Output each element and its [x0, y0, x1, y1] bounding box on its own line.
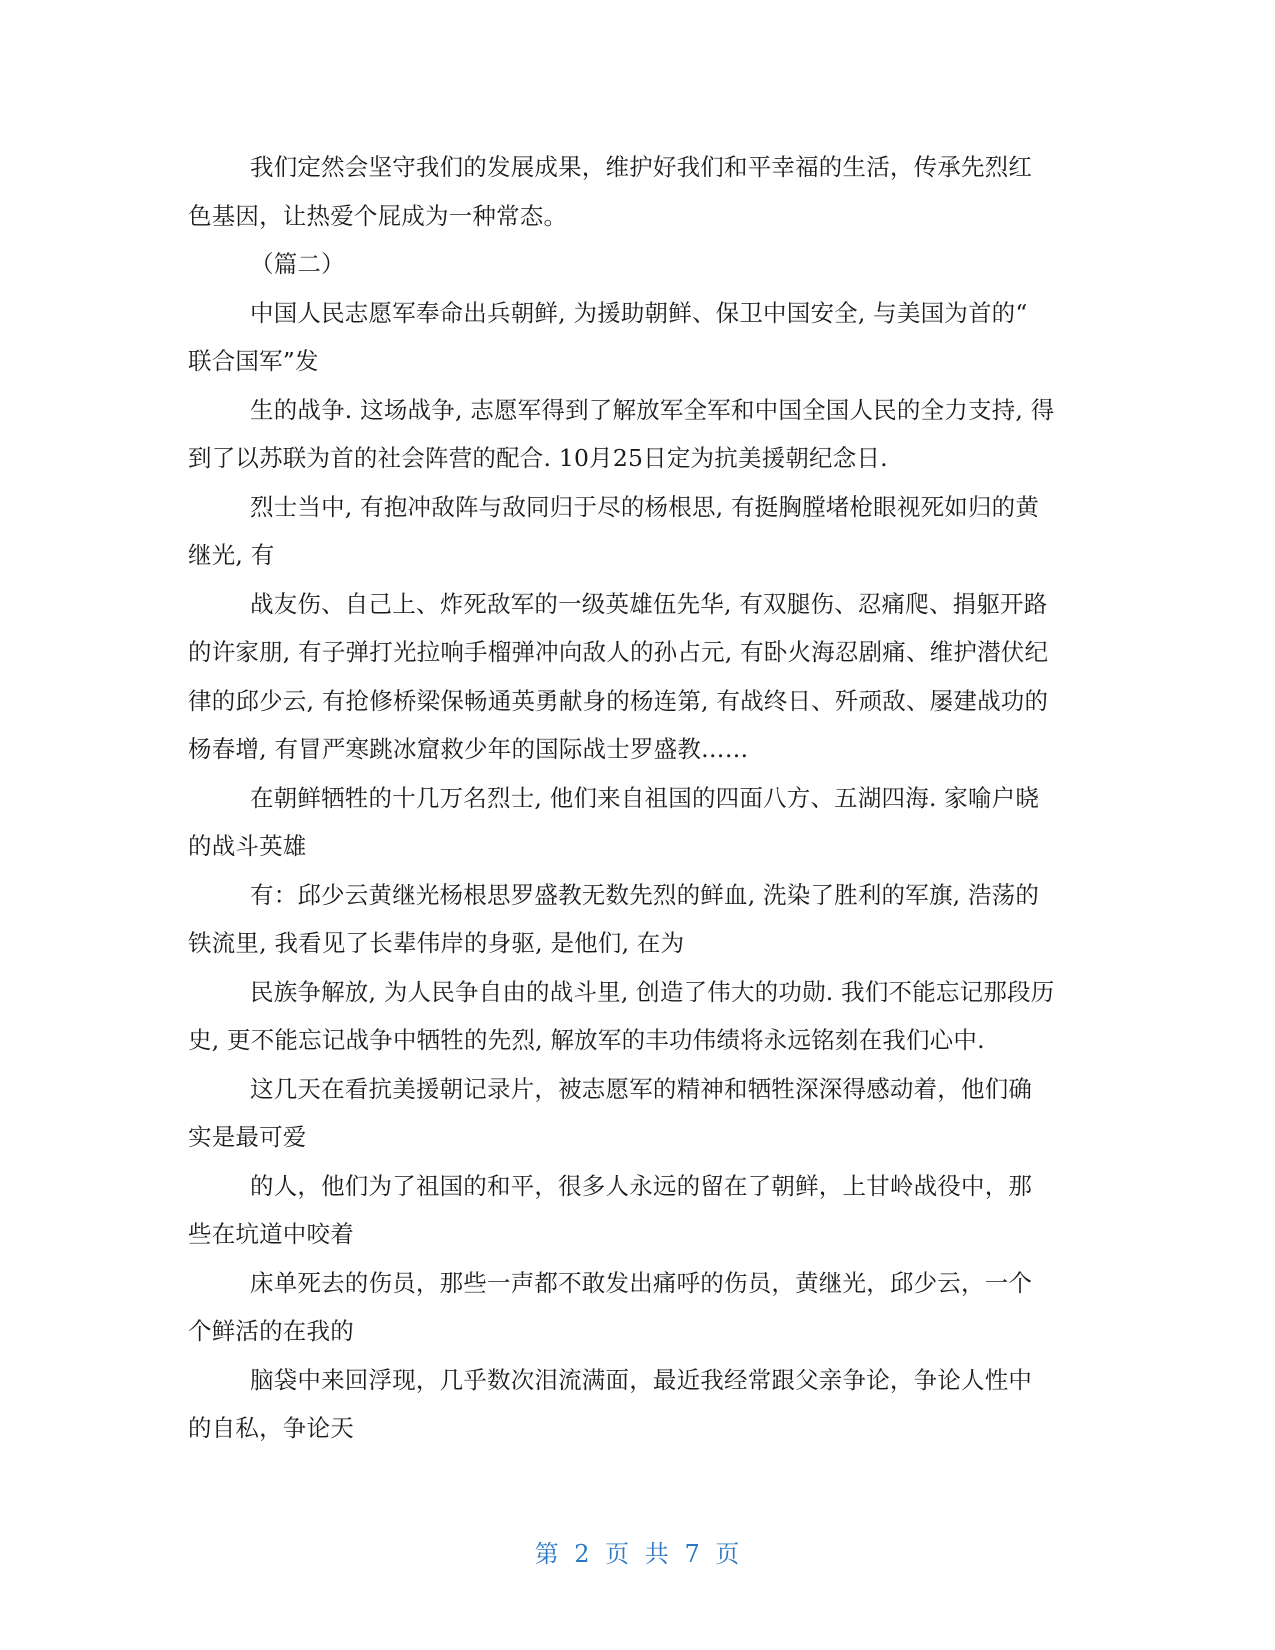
paragraph — [188, 289, 1088, 386]
paragraph — [188, 1356, 1088, 1453]
text-line: 律的邱少云, 有抢修桥梁保畅通英勇献身的杨连第, 有战终日、歼顽敌、屡建战功的 — [188, 686, 1049, 715]
text-line: 铁流里, 我看见了长辈伟岸的身驱, 是他们, 在为 — [188, 929, 685, 957]
text-line: （篇二） — [250, 250, 345, 278]
text-line: 生的战争. 这场战争, 志愿军得到了解放军全军和中国全国人民的全力支持, 得 — [250, 395, 1055, 424]
text-line: 联合国军”发 — [188, 347, 319, 375]
text-line: 在朝鲜牺牲的十几万名烈士, 他们来自祖国的四面八方、五湖四海. 家喻户晓 — [250, 783, 1040, 812]
text-line: 烈士当中, 有抱冲敌阵与敌同归于尽的杨根思, 有挺胸膛堵枪眼视死如归的黄 — [250, 492, 1040, 521]
text-line: 个鲜活的在我的 — [188, 1317, 354, 1345]
text-line: 杨春增, 有冒严寒跳冰窟救少年的国际战士罗盛教…… — [188, 735, 749, 763]
text-line: 有：邱少云黄继光杨根思罗盛教无数先烈的鲜血, 洗染了胜利的军旗, 浩荡的 — [250, 880, 1040, 909]
text-line: 实是最可爱 — [188, 1123, 307, 1151]
text-line: 脑袋中来回浮现，几乎数次泪流满面，最近我经常跟父亲争论，争论人性中 — [250, 1365, 1033, 1394]
text-line: 的自私，争论天 — [188, 1414, 354, 1442]
text-line: 战友伤、自己上、炸死敌军的一级英雄伍先华, 有双腿伤、忍痛爬、捐躯开路 — [250, 589, 1048, 618]
text-line: 色基因，让热爱个屁成为一种常态。 — [188, 201, 568, 230]
text-line: 的战斗英雄 — [188, 832, 307, 860]
text-line: 的人，他们为了祖国的和平，很多人永远的留在了朝鲜，上甘岭战役中，那 — [250, 1171, 1033, 1200]
text-line: 民族争解放, 为人民争自由的战斗里, 创造了伟大的功勋. 我们不能忘记那段历 — [250, 977, 1055, 1006]
text-line: 些在坑道中咬着 — [188, 1220, 354, 1248]
paragraph — [188, 1162, 1088, 1259]
text-line: 中国人民志愿军奉命出兵朝鲜, 为援助朝鲜、保卫中国安全, 与美国为首的“ — [250, 298, 1028, 327]
text-line: 史, 更不能忘记战争中牺牲的先烈, 解放军的丰功伟绩将永远铭刻在我们心中. — [188, 1026, 985, 1054]
paragraph — [188, 871, 1088, 968]
paragraph — [188, 386, 1088, 483]
paragraph — [188, 143, 1088, 240]
text-line: 继光, 有 — [188, 541, 275, 569]
paragraph — [188, 774, 1088, 871]
paragraph — [188, 483, 1088, 580]
text-line: 到了以苏联为首的社会阵营的配合. 10月25日定为抗美援朝纪念日. — [188, 444, 888, 472]
text-line: 我们定然会坚守我们的发展成果，维护好我们和平幸福的生活，传承先烈红 — [250, 153, 1033, 181]
page-number-footer: 第 2 页 共 7 页 — [534, 1540, 741, 1568]
document-body — [188, 143, 1088, 1453]
section-heading — [188, 240, 1088, 289]
text-line: 床单死去的伤员，那些一声都不敢发出痛呼的伤员，黄继光，邱少云，一个 — [250, 1268, 1033, 1297]
paragraph — [188, 1065, 1088, 1162]
text-line: 这几天在看抗美援朝记录片，被志愿军的精神和牺牲深深得感动着，他们确 — [250, 1074, 1033, 1103]
paragraph — [188, 968, 1088, 1065]
text-line: 的许家朋, 有子弹打光拉响手榴弹冲向敌人的孙占元, 有卧火海忍剧痛、维护潜伏纪 — [188, 638, 1049, 666]
paragraph — [188, 1259, 1088, 1356]
paragraph — [188, 580, 1088, 774]
